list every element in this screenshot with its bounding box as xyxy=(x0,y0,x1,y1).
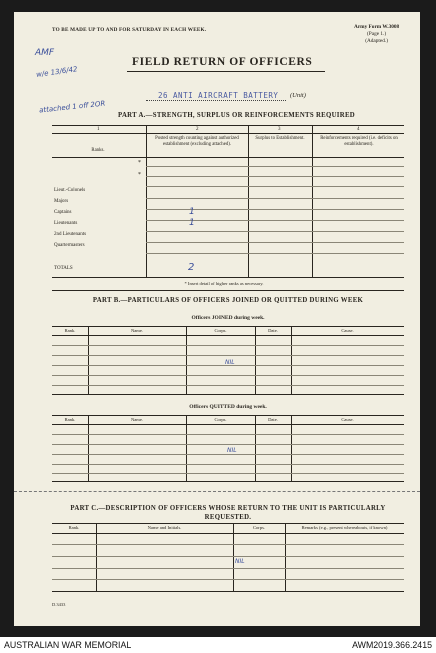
part-c-col-corps: Corps. xyxy=(252,525,266,530)
joined-col-cause: Cause. xyxy=(341,328,354,333)
col-head-surplus: Surplus to Establishment. xyxy=(255,136,305,141)
form-code: D.3433 xyxy=(52,602,66,607)
caption-strip xyxy=(0,637,436,653)
caption-right: AWM2019.366.2415 xyxy=(352,640,432,650)
rank-majors: Majors xyxy=(54,199,69,204)
rank-lieut-colonels: Lieut.-Colonels xyxy=(54,188,86,193)
quitted-nil: NIL xyxy=(227,447,237,454)
unit-name: 26 ANTI AIRCRAFT BATTERY xyxy=(158,91,279,100)
rank-quartermasters: Quartermasters xyxy=(54,243,85,248)
quitted-col-rank: Rank. xyxy=(64,417,76,422)
quitted-col-cause: Cause. xyxy=(341,417,354,422)
quitted-col-corps: Corps. xyxy=(214,417,227,422)
part-b-title: PART B.—PARTICULARS OF OFFICERS JOINED OR QUITTED DURING WEEK xyxy=(92,297,364,304)
part-a-footnote: * Insert detail of higher ranks as necessary. xyxy=(184,281,264,286)
rank-2nd-lieutenants: 2nd Lieutenants xyxy=(54,232,87,237)
joined-nil: NIL xyxy=(225,359,235,366)
col-number-3: 3 xyxy=(278,127,281,132)
part-c-nil: NIL xyxy=(235,558,245,565)
star-marker: * xyxy=(138,160,141,166)
form-page: (Page 1.) xyxy=(367,31,387,37)
totals-label: TOTALS xyxy=(54,266,73,271)
joined-col-date: Date. xyxy=(268,328,278,333)
perforation-line xyxy=(14,491,420,492)
joined-title: Officers JOINED during week. xyxy=(191,315,265,321)
joined-col-corps: Corps. xyxy=(214,328,227,333)
form-name: Army Form W.3008 xyxy=(354,24,400,30)
form-title: FIELD RETURN OF OFFICERS xyxy=(132,56,313,68)
rank-captains: Captains xyxy=(54,210,72,215)
col-number-4: 4 xyxy=(357,127,360,132)
unit-dotted-line xyxy=(146,100,286,101)
part-c-col-remarks: Remarks (e.g., present whereabouts, if known) xyxy=(301,525,388,530)
handwritten-amf: AMF xyxy=(35,48,55,58)
totals-value: 2 xyxy=(188,262,195,273)
handwritten-weekending: w/e 13/6/42 xyxy=(35,65,78,79)
part-c-title: PART C.—DESCRIPTION OF OFFICERS WHOSE RETURN TO THE UNIT IS PARTICULARLY REQUESTED. xyxy=(70,505,386,521)
col-head-ranks: Ranks. xyxy=(91,148,105,153)
col-head-posted: Posted strength counting against authorized establishment (excluding attached). xyxy=(155,136,239,147)
caption-left: AUSTRALIAN WAR MEMORIAL xyxy=(4,640,132,650)
handwritten-attached: attached 1 off 2OR xyxy=(38,99,106,115)
quitted-col-date: Date. xyxy=(268,417,278,422)
col-number-2: 2 xyxy=(196,127,199,132)
lieutenants-posted-value: 1 xyxy=(189,218,195,228)
part-a-title: PART A.—STRENGTH, SURPLUS OR REINFORCEMENTS REQUIRED xyxy=(118,112,355,119)
unit-label: (Unit) xyxy=(290,92,306,99)
quitted-col-name: Name. xyxy=(130,417,144,422)
part-c-col-name: Name and Initials. xyxy=(147,525,182,530)
form-paper xyxy=(14,12,420,626)
part-c-col-rank: Rank. xyxy=(68,525,80,530)
star-marker: * xyxy=(138,172,141,178)
instruction-text: TO BE MADE UP TO AND FOR SATURDAY IN EACH WEEK. xyxy=(52,27,207,33)
joined-col-rank: Rank. xyxy=(64,328,76,333)
quitted-title: Officers QUITTED during week. xyxy=(189,404,267,410)
col-number-1: 1 xyxy=(97,127,100,132)
rank-lieutenants: Lieutenants xyxy=(54,221,78,226)
col-head-reinforcements: Reinforcements required (i.e. deficits on establishment). xyxy=(320,136,398,147)
joined-col-name: Name. xyxy=(130,328,144,333)
captains-posted-value: 1 xyxy=(189,207,195,217)
title-underline xyxy=(127,71,325,72)
form-adapted: (Adapted.) xyxy=(365,38,388,44)
form-identifier xyxy=(354,24,399,45)
